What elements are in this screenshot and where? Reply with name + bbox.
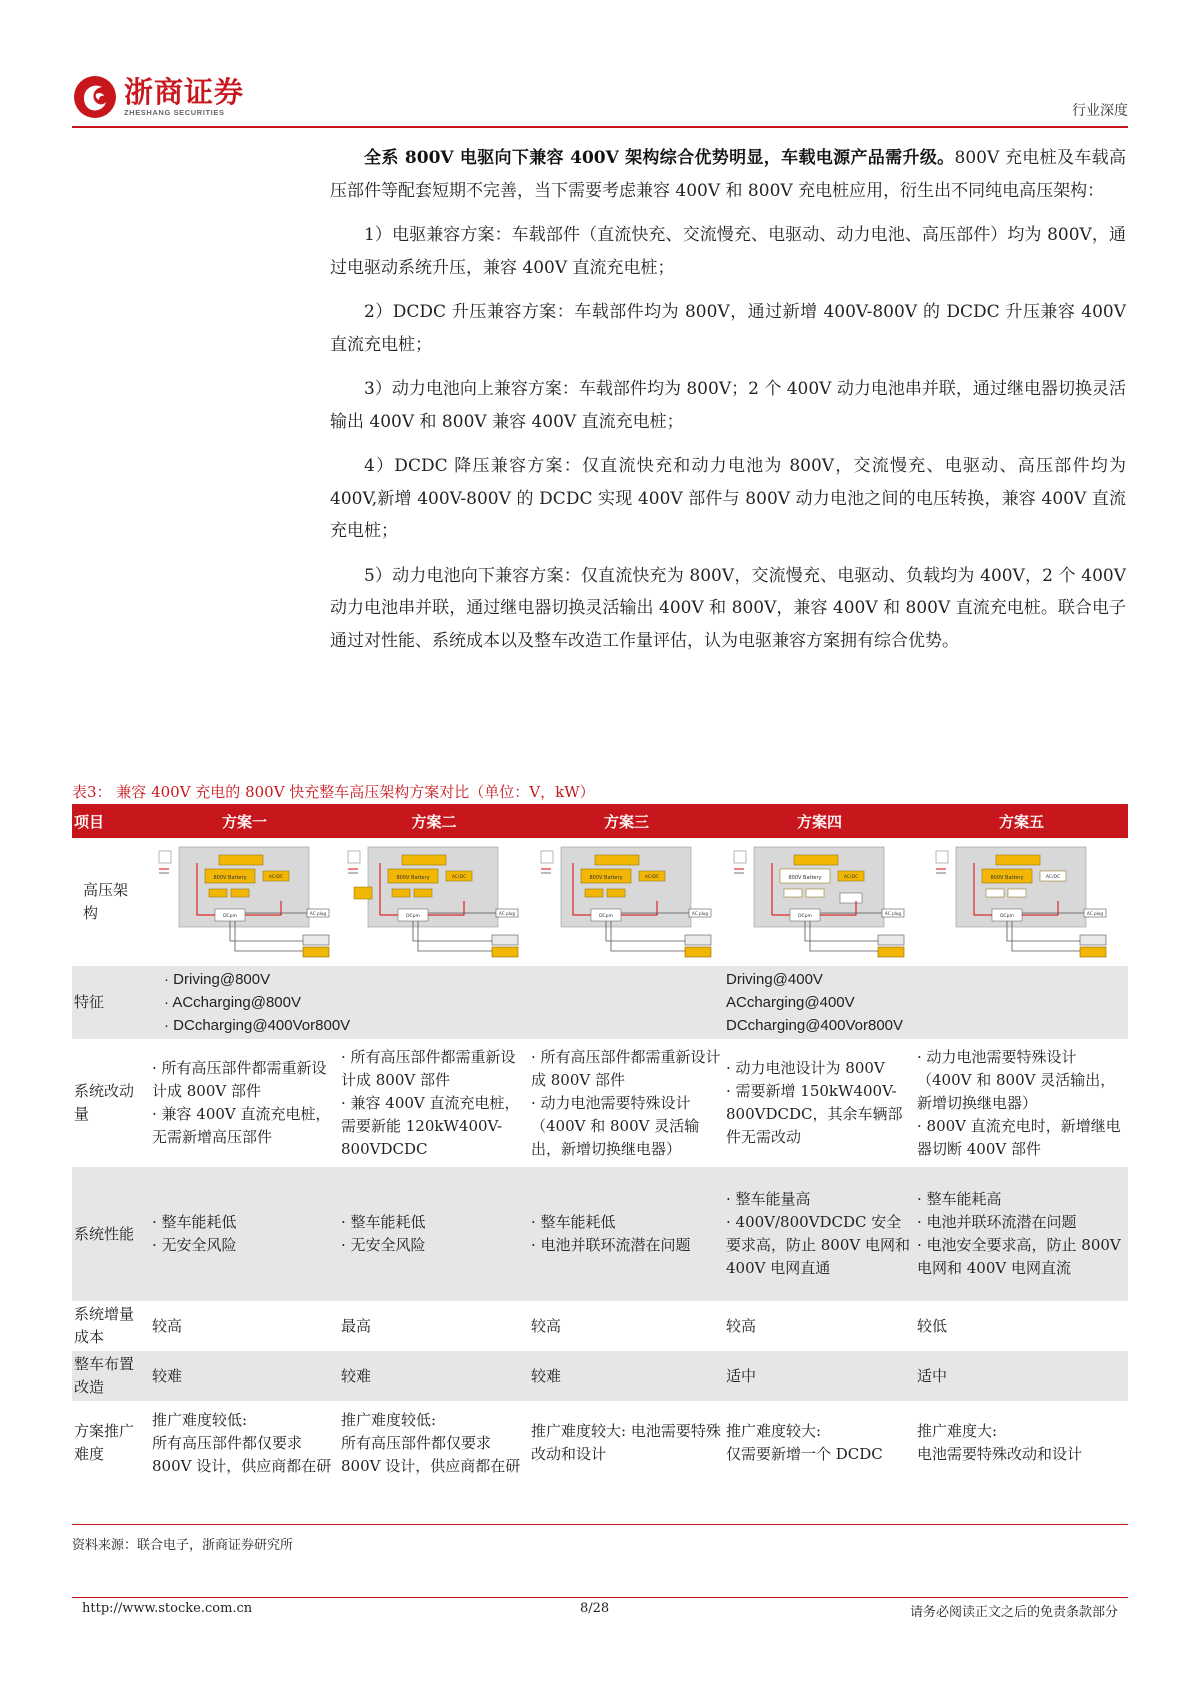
perf-cell: · 整车能耗低 · 无安全风险	[150, 1167, 339, 1301]
table-header-row	[72, 804, 1128, 838]
dc-pile-400-box	[878, 935, 904, 945]
arch-diagram-cell	[529, 838, 724, 966]
header-plan-4: 方案四	[724, 804, 915, 838]
battery-label: 800V Battery	[787, 875, 822, 881]
dcpm-label: DCpm	[406, 914, 420, 919]
paragraph-lead	[330, 142, 1126, 207]
table-title: 表3： 兼容 400V 充电的 800V 快充整车高压架构方案对比（单位：V，kW）	[72, 783, 595, 801]
dcpm-label: DCpm	[999, 914, 1014, 919]
table-bottom-rule	[72, 1524, 1128, 1525]
dc-pile-800-box	[1080, 947, 1106, 957]
architecture-diagram	[732, 843, 908, 961]
component-box	[1008, 889, 1026, 897]
feature-group-a	[150, 966, 724, 1039]
dc-pile-800-box	[685, 947, 711, 957]
battery-label: 800V Battery	[588, 875, 623, 881]
charger-label: AC/DC	[644, 875, 659, 880]
ac-plug-label: AC plug	[309, 911, 326, 916]
dc-pile-800-box	[492, 947, 518, 957]
table-row-feature	[72, 966, 1128, 1039]
cost-cell: 较低	[917, 1316, 948, 1335]
header-plan-1: 方案一	[150, 804, 339, 838]
promo-cell: 推广难度大: 电池需要特殊改动和设计	[917, 1422, 1083, 1463]
comparison-table	[72, 804, 1128, 1485]
header-item: 项目	[72, 804, 150, 838]
report-category: 行业深度	[1072, 103, 1128, 119]
company-logo	[72, 74, 244, 120]
paragraph-3: 3）动力电池向上兼容方案：车载部件均为 800V；2 个 400V 动力电池串并联，通过继电器切换灵活输出 400V 和 800V 兼容 400V 直流充电桩；	[330, 379, 1126, 432]
component-box	[585, 889, 603, 897]
cost-cell: 较高	[152, 1316, 183, 1335]
battery-label: 800V Battery	[989, 875, 1024, 881]
architecture-diagram	[539, 843, 715, 961]
component-box	[209, 889, 227, 897]
arch-diagram-cell	[339, 838, 529, 966]
row-label-feature: 特征	[72, 966, 150, 1039]
lead-rest: 800V 充电桩及车载高压部件等配套短期不完善，当下需要考虑兼容 400V 和 800V 充电桩应用，衍生出不同纯电高压架构：	[330, 148, 1126, 201]
promo-cell: 推广难度较大: 电池需要特殊改动和设计	[531, 1422, 721, 1463]
diagram-legend	[541, 851, 553, 863]
arch-label-text: 高压架构	[83, 881, 129, 922]
table-row-architecture	[72, 838, 1128, 966]
diagram-legend	[936, 851, 948, 863]
body-text	[330, 142, 1126, 669]
ac-plug-label: AC plug	[498, 911, 516, 916]
header-plan-2: 方案二	[339, 804, 529, 838]
change-cell: · 动力电池需要特殊设计（400V 和 800V 灵活输出，新增切换继电器） · 800V 直流充电时，新增继电器切断 400V 部件	[917, 1047, 1121, 1158]
diagram-legend	[734, 851, 746, 863]
ac-plug-label: AC plug	[884, 911, 901, 916]
battery-box	[595, 855, 639, 865]
layout-cell: 较难	[339, 1351, 529, 1401]
row-label-promotion: 方案推广难度	[74, 1422, 135, 1463]
table-row-promotion	[72, 1401, 1128, 1485]
footer-url[interactable]: http://www.stocke.com.cn	[82, 1601, 253, 1616]
ac-plug-label: AC plug	[1086, 911, 1103, 916]
arch-diagram-cell	[724, 838, 915, 966]
promo-cell: 推广难度较大: 仅需要新增一个 DCDC	[726, 1422, 883, 1463]
component-box	[806, 889, 824, 897]
arch-diagram-cell	[150, 838, 339, 966]
dcpm-label: DCpm	[222, 914, 237, 919]
cost-cell: 最高	[341, 1316, 372, 1335]
paragraph-1: 1）电驱兼容方案：车载部件（直流快充、交流慢充、电驱动、动力电池、高压部件）均为 800V，通过电驱动系统升压，兼容 400V 直流充电桩；	[330, 225, 1126, 278]
feature-group-b	[724, 966, 1128, 1039]
dc-pile-400-box	[492, 935, 518, 945]
component-box	[784, 889, 802, 897]
feature-line: · DCcharging@400Vor800V	[164, 1017, 351, 1034]
table-row-layout	[72, 1351, 1128, 1401]
diagram-legend	[348, 851, 360, 863]
change-cell: · 所有高压部件都需重新设计成 800V 部件 · 兼容 400V 直流充电桩，无需新增高压部件	[152, 1059, 331, 1146]
table-source: 资料来源：联合电子，浙商证券研究所	[72, 1538, 294, 1553]
row-label-performance: 系统性能	[72, 1167, 150, 1301]
layout-cell: 适中	[915, 1351, 1128, 1401]
battery-box	[996, 855, 1040, 865]
perf-cell: · 整车能耗低 · 无安全风险	[339, 1167, 529, 1301]
lead-bold: 全系 800V 电驱向下兼容 400V 架构综合优势明显，车载电源产品需升级。	[364, 148, 955, 168]
architecture-diagram	[157, 843, 333, 961]
perf-cell: · 整车能量高 · 400V/800VDCDC 安全要求高，防止 800V 电网和 400V 电网直通	[724, 1167, 915, 1301]
battery-label: 800V Battery	[396, 875, 430, 881]
change-cell: · 动力电池设计为 800V · 需要新增 150kW400V-800VDCDC，其余车辆部件无需改动	[726, 1059, 903, 1146]
change-cell: · 所有高压部件都需重新设计成 800V 部件 · 动力电池需要特殊设计（400V 和 800V 灵活输出，新增切换继电器）	[531, 1047, 721, 1158]
diagram-legend	[159, 851, 171, 863]
charger-label: AC/DC	[268, 875, 283, 880]
header-divider	[72, 126, 1128, 128]
layout-cell: 较难	[529, 1351, 724, 1401]
footer-disclaimer: 请务必阅读正文之后的免责条款部分	[909, 1605, 1118, 1620]
dc-pile-400-box	[685, 935, 711, 945]
dcpm-label: DCpm	[797, 914, 812, 919]
feature-line: · Driving@800V	[164, 971, 271, 988]
cost-cell: 较高	[531, 1316, 562, 1335]
paragraph-4: 4）DCDC 降压兼容方案：仅直流快充和动力电池为 800V，交流慢充、电驱动、高压部件均为 400V,新增 400V-800V 的 DCDC 实现 400V 部件与 800V 动力电池之间的电压转换，兼容 400V 直流充电桩；	[330, 456, 1126, 541]
battery-box	[219, 855, 263, 865]
page-number: 8/28	[580, 1601, 610, 1616]
header-plan-5: 方案五	[915, 804, 1128, 838]
battery-box	[402, 855, 446, 865]
dc-pile-400-box	[1080, 935, 1106, 945]
dcpm-label: DCpm	[598, 914, 613, 919]
row-label-cost: 系统增量成本	[74, 1305, 135, 1346]
feature-line: Driving@400V	[726, 971, 823, 988]
battery-box	[794, 855, 838, 865]
logo-mark-icon	[72, 74, 118, 120]
logo-text: 浙商证券	[124, 75, 245, 109]
dcdc-box	[840, 893, 862, 903]
paragraph-5: 5）动力电池向下兼容方案：仅直流快充为 800V，交流慢充、电驱动、负载均为 400V，2 个 400V 动力电池串并联，通过继电器切换灵活输出 400V 和 800V，兼容 400V 和 800V 直流充电桩。联合电子通过对性能、系统成本以及整车改造工作量评估，认为电驱兼容方案拥有综合优势。	[330, 565, 1126, 651]
row-label-change: 系统改动量	[74, 1082, 135, 1123]
charger-label: AC/DC	[451, 875, 467, 880]
logo-subtext: ZHESHANG SECURITIES	[124, 108, 225, 117]
charger-label: AC/DC	[843, 875, 858, 880]
component-box	[414, 889, 432, 897]
change-cell: · 所有高压部件都需重新设计成 800V 部件 · 兼容 400V 直流充电桩，需要新能 120kW400V-800VDCDC	[341, 1047, 520, 1158]
component-box	[986, 889, 1004, 897]
footer-divider	[72, 1597, 1128, 1598]
table-row-change	[72, 1039, 1128, 1167]
charger-label: AC/DC	[1045, 875, 1060, 880]
row-label-architecture	[72, 838, 150, 966]
paragraph-2: 2）DCDC 升压兼容方案：车载部件均为 800V，通过新增 400V-800V 的 DCDC 升压兼容 400V 直流充电桩；	[330, 302, 1126, 355]
ac-plug-label: AC plug	[691, 911, 708, 916]
component-box	[607, 889, 625, 897]
promo-cell: 推广难度较低: 所有高压部件都仅要求 800V 设计，供应商都在研	[152, 1410, 332, 1475]
architecture-diagram	[346, 843, 522, 961]
component-box	[231, 889, 249, 897]
promo-cell: 推广难度较低: 所有高压部件都仅要求 800V 设计，供应商都在研	[341, 1410, 521, 1475]
dc-pile-800-box	[878, 947, 904, 957]
perf-cell: · 整车能耗低 · 电池并联环流潜在问题	[529, 1167, 724, 1301]
architecture-diagram	[934, 843, 1110, 961]
header-plan-3: 方案三	[529, 804, 724, 838]
perf-cell: · 整车能耗高 · 电池并联环流潜在问题 · 电池安全要求高，防止 800V 电网和 400V 电网直流	[915, 1167, 1128, 1301]
dc-pile-800-box	[303, 947, 329, 957]
component-box	[392, 889, 410, 897]
dcdc-box	[354, 887, 372, 899]
feature-line: · ACcharging@800V	[164, 994, 301, 1011]
table-row-performance	[72, 1167, 1128, 1301]
cost-cell: 较高	[726, 1316, 757, 1335]
layout-cell: 适中	[724, 1351, 915, 1401]
row-label-layout: 整车布置改造	[72, 1351, 150, 1401]
layout-cell: 较难	[150, 1351, 339, 1401]
table-row-cost	[72, 1301, 1128, 1351]
arch-diagram-cell	[915, 838, 1128, 966]
feature-line: ACcharging@400V	[726, 994, 855, 1011]
feature-line: DCcharging@400Vor800V	[726, 1017, 904, 1034]
battery-label: 800V Battery	[212, 875, 247, 881]
dc-pile-400-box	[303, 935, 329, 945]
